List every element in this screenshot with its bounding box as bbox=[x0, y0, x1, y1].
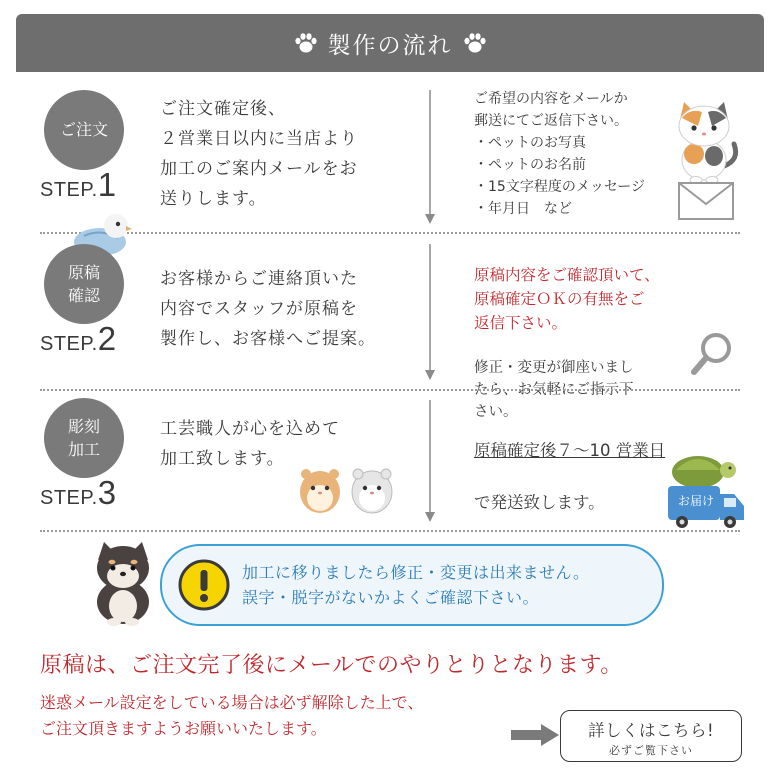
step-number: 1 bbox=[97, 166, 117, 203]
step-3-description: 工芸職人が心を込めて 加工致します。 bbox=[160, 419, 340, 469]
step-2-circle bbox=[44, 244, 124, 324]
mail-envelope-icon bbox=[678, 182, 734, 220]
step-1-note: ご希望の内容をメールか 郵送にてご返信下さい。 ・ペットのお写真 ・ペットのお名前 ・15文字程度のメッセージ ・年月日 など bbox=[474, 91, 645, 217]
details-button-sublabel: 必ずご覧下さい bbox=[609, 744, 693, 757]
step-2-note-red: 原稿内容をご確認頂いて、 原稿確定ＯＫの有無をご 返信下さい。 bbox=[474, 266, 660, 332]
cat-icon bbox=[664, 96, 744, 184]
hamsters-icon bbox=[298, 462, 396, 514]
step-1-circle bbox=[44, 90, 124, 170]
details-button-label: 詳しくはこちら! bbox=[587, 721, 715, 740]
step-3-note bbox=[474, 414, 665, 540]
step-3-note-text: で発送致します。 bbox=[474, 493, 605, 512]
warning-text: 加工に移りましたら修正・変更は出来ません。 誤字・脱字がないかよくご確認下さい。 bbox=[242, 563, 590, 607]
step-3-circle-label: 彫刻 加工 bbox=[67, 416, 100, 459]
step-2-note-text: 修正・変更が御座いまし たら、お気軽にご指示下 さい。 bbox=[474, 360, 634, 420]
section-header bbox=[16, 14, 764, 72]
paw-icon bbox=[463, 32, 487, 54]
step-3-note-underline: 原稿確定後７～10 営業日 bbox=[474, 441, 666, 460]
step-2-label bbox=[40, 320, 117, 358]
magnifier-icon bbox=[690, 330, 736, 376]
warning-box bbox=[160, 544, 664, 626]
step-3-label bbox=[40, 474, 117, 512]
step-divider bbox=[40, 530, 740, 532]
step-word: STEP. bbox=[40, 179, 98, 201]
step-1-description: ご注文確定後、 ２営業日以内に当店より 加工のご案内メールをお 送りします。 bbox=[160, 99, 358, 209]
down-arrow-icon bbox=[424, 400, 436, 524]
warning-exclamation-icon bbox=[178, 559, 230, 611]
truck-label: お届け bbox=[677, 494, 714, 508]
step-divider bbox=[40, 389, 740, 391]
shiba-dog-icon bbox=[90, 540, 156, 626]
paw-icon bbox=[294, 32, 318, 54]
step-1-label bbox=[40, 166, 117, 204]
step-2-circle-label: 原稿 確認 bbox=[67, 262, 100, 305]
step-word: STEP. bbox=[40, 333, 98, 355]
notice-title: 原稿は、ご注文完了後にメールでのやりとりとなります。 bbox=[40, 653, 623, 678]
step-number: 3 bbox=[97, 474, 117, 511]
details-button[interactable] bbox=[560, 710, 742, 762]
step-1-circle-label: ご注文 bbox=[59, 120, 108, 140]
down-arrow-icon bbox=[424, 90, 436, 226]
down-arrow-icon bbox=[424, 244, 436, 382]
header-title: 製作の流れ bbox=[327, 32, 453, 59]
delivery-truck-icon bbox=[662, 442, 748, 530]
step-3-circle bbox=[44, 398, 124, 478]
step-number: 2 bbox=[97, 320, 117, 357]
arrow-right-icon bbox=[511, 724, 559, 746]
notice-body: 迷惑メール設定をしている場合は必ず解除した上で、 ご注文頂きますようお願いいたします。 bbox=[40, 693, 424, 738]
step-divider bbox=[40, 232, 740, 234]
step-word: STEP. bbox=[40, 487, 98, 509]
step-2-description: お客様からご連絡頂いた 内容でスタッフが原稿を 製作し、お客様へご提案。 bbox=[160, 269, 376, 349]
